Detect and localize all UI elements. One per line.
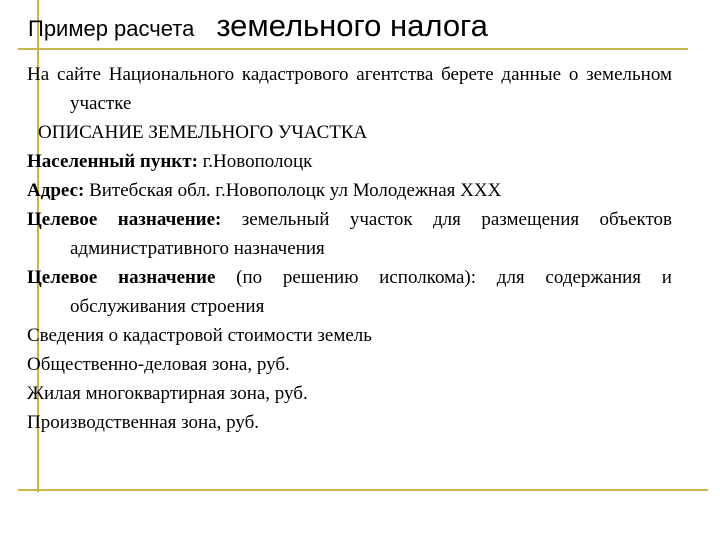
- zone-item: Общественно-деловая зона, руб.: [27, 354, 290, 375]
- field-locality: [27, 147, 672, 176]
- title-part-1: Пример расчета: [28, 16, 195, 41]
- cadastral-info: Сведения о кадастровой стоимости земель: [27, 325, 372, 346]
- field-purpose-executive: [27, 263, 672, 321]
- field-address: [27, 176, 672, 205]
- top-horizontal-rule: [18, 48, 688, 50]
- field-label: Целевое назначение:: [27, 209, 222, 230]
- field-label: Населенный пункт:: [27, 151, 198, 172]
- field-value: г.Новополоцк: [197, 151, 313, 172]
- intro-paragraph: На сайте Национального кадастрового агентства берете данные о земельном участке: [27, 64, 672, 114]
- field-label: Адрес:: [27, 180, 85, 201]
- field-purpose: [27, 205, 672, 263]
- title-part-2: земельного налога: [216, 8, 488, 43]
- section-heading: ОПИСАНИЕ ЗЕМЕЛЬНОГО УЧАСТКА: [38, 122, 368, 143]
- bottom-horizontal-rule: [18, 489, 708, 491]
- field-label: Целевое назначение: [27, 267, 216, 288]
- slide-body: [27, 60, 672, 437]
- field-value: Витебская обл. г.Новополоцк ул Молодежная ХХХ: [84, 180, 502, 201]
- slide-title: [28, 8, 488, 44]
- field-value: земельный участок для размещения объектов административного назначения: [70, 209, 672, 259]
- zone-item: Производственная зона, руб.: [27, 412, 260, 433]
- field-value: (по решению исполкома): для содержания и обслуживания строения: [70, 267, 672, 317]
- zone-item: Жилая многоквартирная зона, руб.: [27, 383, 308, 404]
